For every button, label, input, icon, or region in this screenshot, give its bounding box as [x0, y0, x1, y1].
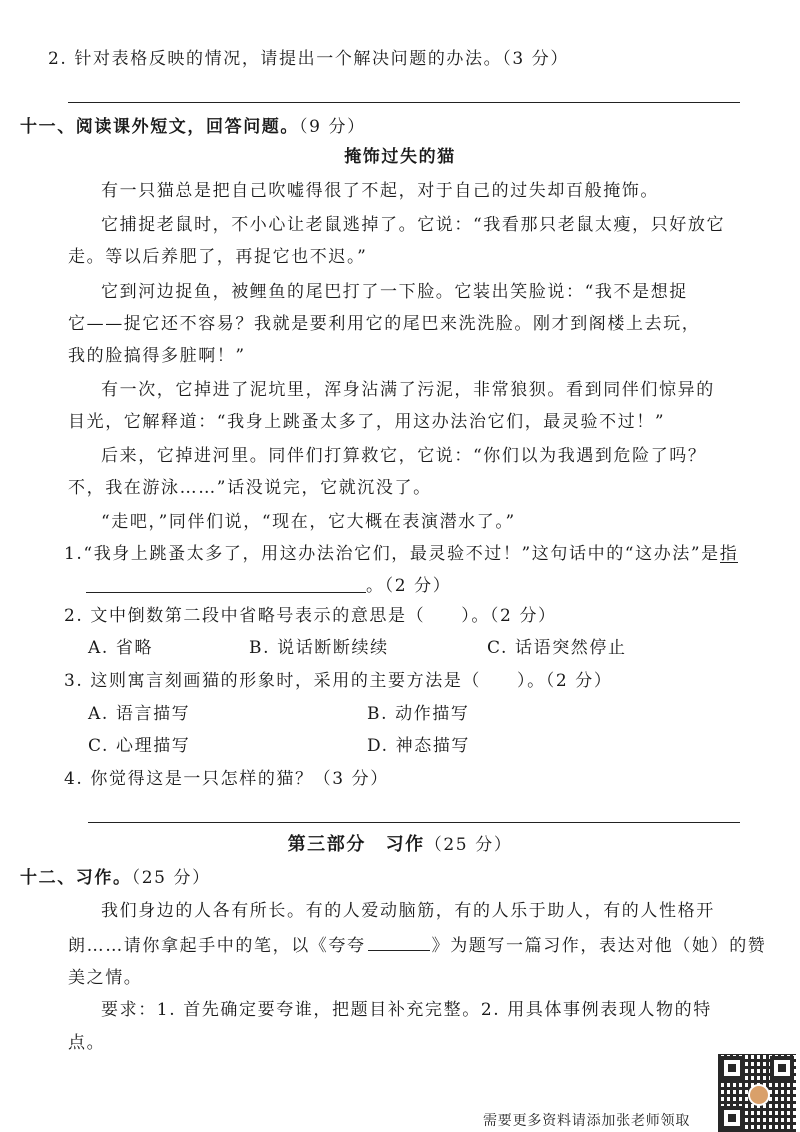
title-blank[interactable]: [368, 950, 430, 951]
story-line: 不，我在游泳……”话没说完，它就沉没了。: [68, 478, 432, 498]
story-line: 它——捉它还不容易？我就是要利用它的尾巴来洗洗脸。刚才到阁楼上去玩，: [68, 314, 701, 334]
answer-line: [88, 822, 740, 823]
question-2-score: ）。（2 分）: [461, 606, 557, 626]
answer-line: [68, 102, 740, 103]
option-a: A. 语言描写: [88, 704, 191, 724]
story-line: 有一次，它掉进了泥坑里，浑身沾满了污泥，非常狼狈。看到同伴们惊异的: [101, 380, 715, 400]
story-line: 后来，它掉进河里。同伴们打算救它，它说：“你们以为我遇到危险了吗？: [101, 446, 707, 466]
essay-requirements: 要求：1. 首先确定要夸谁，把题目补充完整。2. 用具体事例表现人物的特: [101, 1000, 712, 1020]
question-1: 1.“我身上跳蚤太多了，用这办法治它们，最灵验不过！”这句话中的“这办法”是指: [64, 544, 739, 564]
question-1-score: 。（2 分）: [366, 576, 452, 596]
part-3-score: （25 分）: [424, 835, 513, 855]
option-d: D. 神态描写: [367, 736, 471, 756]
essay-prompt: [68, 935, 766, 957]
answer-blank[interactable]: [86, 592, 366, 593]
section-12-score: （25 分）: [131, 868, 211, 888]
question-2-text: 2. 文中倒数第二段中省略号表示的意思是（: [64, 606, 426, 626]
story-line: 有一只猫总是把自己吹嘘得很了不起，对于自己的过失却百般掩饰。: [101, 181, 659, 201]
section-11-title: 十一、阅读课外短文，回答问题。: [20, 117, 299, 137]
essay-requirements: 点。: [68, 1033, 106, 1053]
question-3: [64, 670, 612, 692]
story-line: “走吧，”同伴们说，“现在，它大概在表演潜水了。”: [101, 512, 516, 532]
qr-finder: [720, 1056, 744, 1080]
story-line: 它到河边捉鱼，被鲤鱼的尾巴打了一下脸。它装出笑脸说：“我不是想捉: [101, 282, 688, 302]
question-10-2: 2. 针对表格反映的情况，请提出一个解决问题的办法。（3 分）: [48, 49, 569, 69]
qr-finder: [720, 1106, 744, 1130]
story-line: 我的脸搞得多脏啊！”: [68, 346, 246, 366]
option-b: B. 动作描写: [367, 704, 470, 724]
part-3-heading: [0, 834, 800, 856]
essay-prompt: 美之情。: [68, 968, 143, 988]
essay-prompt: 我们身边的人各有所长。有的人爱动脑筋，有的人乐于助人，有的人性格开: [101, 901, 715, 921]
footer-text: 需要更多资料请添加张老师领取: [483, 1113, 691, 1129]
avatar-icon: [748, 1084, 770, 1106]
section-11-score: （9 分）: [299, 117, 366, 137]
question-2: [64, 605, 557, 627]
qr-finder: [770, 1056, 794, 1080]
option-b: B. 说话断断续续: [249, 638, 389, 658]
essay-prompt-text: 朗……请你拿起手中的笔，以《夸夸: [68, 936, 366, 956]
option-c: C. 话语突然停止: [487, 638, 627, 658]
essay-prompt-text: 》为题写一篇习作，表达对他（她）的赞: [431, 936, 767, 956]
story-line: 它捕捉老鼠时，不小心让老鼠逃掉了。它说：“我看那只老鼠太瘦，只好放它: [101, 215, 726, 235]
story-line: 走。等以后养肥了，再捉它也不迟。”: [68, 247, 368, 267]
section-11-heading: [20, 116, 366, 138]
question-3-score: ）。（2 分）: [517, 671, 613, 691]
option-a: A. 省略: [88, 638, 154, 658]
story-title: 掩饰过失的猫: [344, 147, 456, 167]
section-12-heading: [20, 867, 211, 889]
question-3-text: 3. 这则寓言刻画猫的形象时，采用的主要方法是（: [64, 671, 482, 691]
answer-blank[interactable]: [720, 562, 738, 563]
option-c: C. 心理描写: [88, 736, 191, 756]
section-12-title: 十二、习作。: [20, 868, 132, 888]
question-4: 4. 你觉得这是一只怎样的猫？（3 分）: [64, 769, 389, 789]
part-3-title: 第三部分 习作: [287, 834, 425, 855]
story-line: 目光，它解释道：“我身上跳蚤太多了，用这办法治它们，最灵验不过！”: [68, 412, 666, 432]
